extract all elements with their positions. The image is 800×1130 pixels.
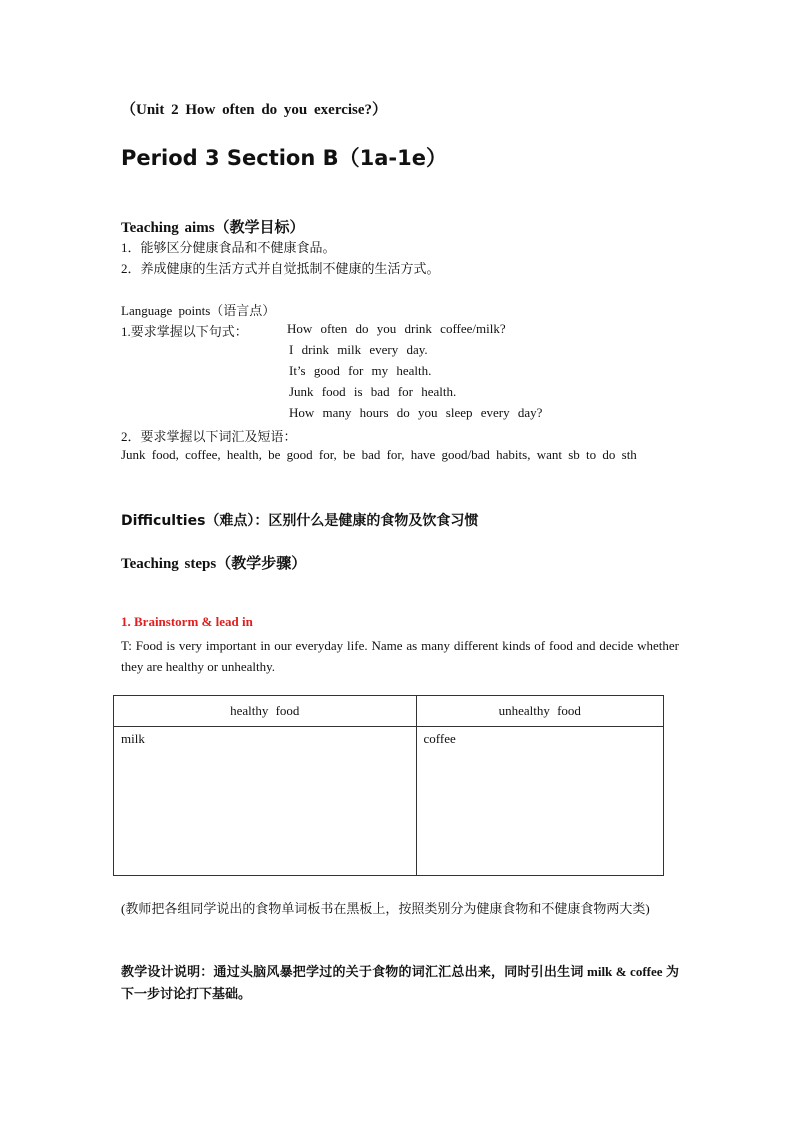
period-title: Period 3 Section B（1a-1e） (121, 146, 447, 170)
food-table (113, 695, 664, 876)
step-1-instruction: T: Food is very important in our everyday life. Name as many different kinds of food and decide whether they are healthy or unhealthy. (121, 638, 679, 674)
sentence-5: How many hours do you sleep every day? (289, 405, 543, 420)
sentence-1: How often do you drink coffee/milk? (287, 321, 506, 336)
design-note: 教学设计说明：通过头脑风暴把学过的关于食物的词汇汇总出来，同时引出生词 milk & coffee 为下一步讨论打下基础。 (121, 964, 679, 1001)
teaching-steps-heading: Teaching steps（教学步骤） (121, 556, 307, 572)
vocab-list: Junk food, coffee, health, be good for, be bad for, have good/bad habits, want sb to do sth (121, 447, 637, 462)
healthy-food-header: healthy food (114, 696, 417, 727)
vocab-label: 2．要求掌握以下词汇及短语： (121, 429, 297, 444)
unhealthy-food-header: unhealthy food (416, 696, 664, 727)
difficulties-heading: Difficulties（难点）：区别什么是健康的食物及饮食习惯 (121, 513, 479, 529)
sentence-4: Junk food is bad for health. (289, 384, 457, 399)
teaching-aim-2: 2．养成健康的生活方式并自觉抵制不健康的生活方式。 (121, 261, 440, 276)
healthy-food-cell: milk (114, 727, 417, 876)
unhealthy-food-cell: coffee (416, 727, 664, 876)
language-points-heading: Language points（语言点） (121, 303, 276, 318)
teacher-note: (教师把各组同学说出的食物单词板书在黑板上，按照类别分为健康食物和不健康食物两大类) (121, 901, 650, 916)
teaching-aim-1: 1．能够区分健康食品和不健康食品。 (121, 240, 336, 255)
step-1-title: 1. Brainstorm & lead in (121, 614, 253, 629)
teaching-aims-heading: Teaching aims（教学目标） (121, 220, 305, 236)
sentence-3: It’s good for my health. (289, 363, 432, 378)
sentence-2: I drink milk every day. (289, 342, 428, 357)
unit-title: （Unit 2 How often do you exercise?） (121, 102, 388, 118)
sentence-patterns-label: 1.要求掌握以下句式： (121, 324, 248, 339)
